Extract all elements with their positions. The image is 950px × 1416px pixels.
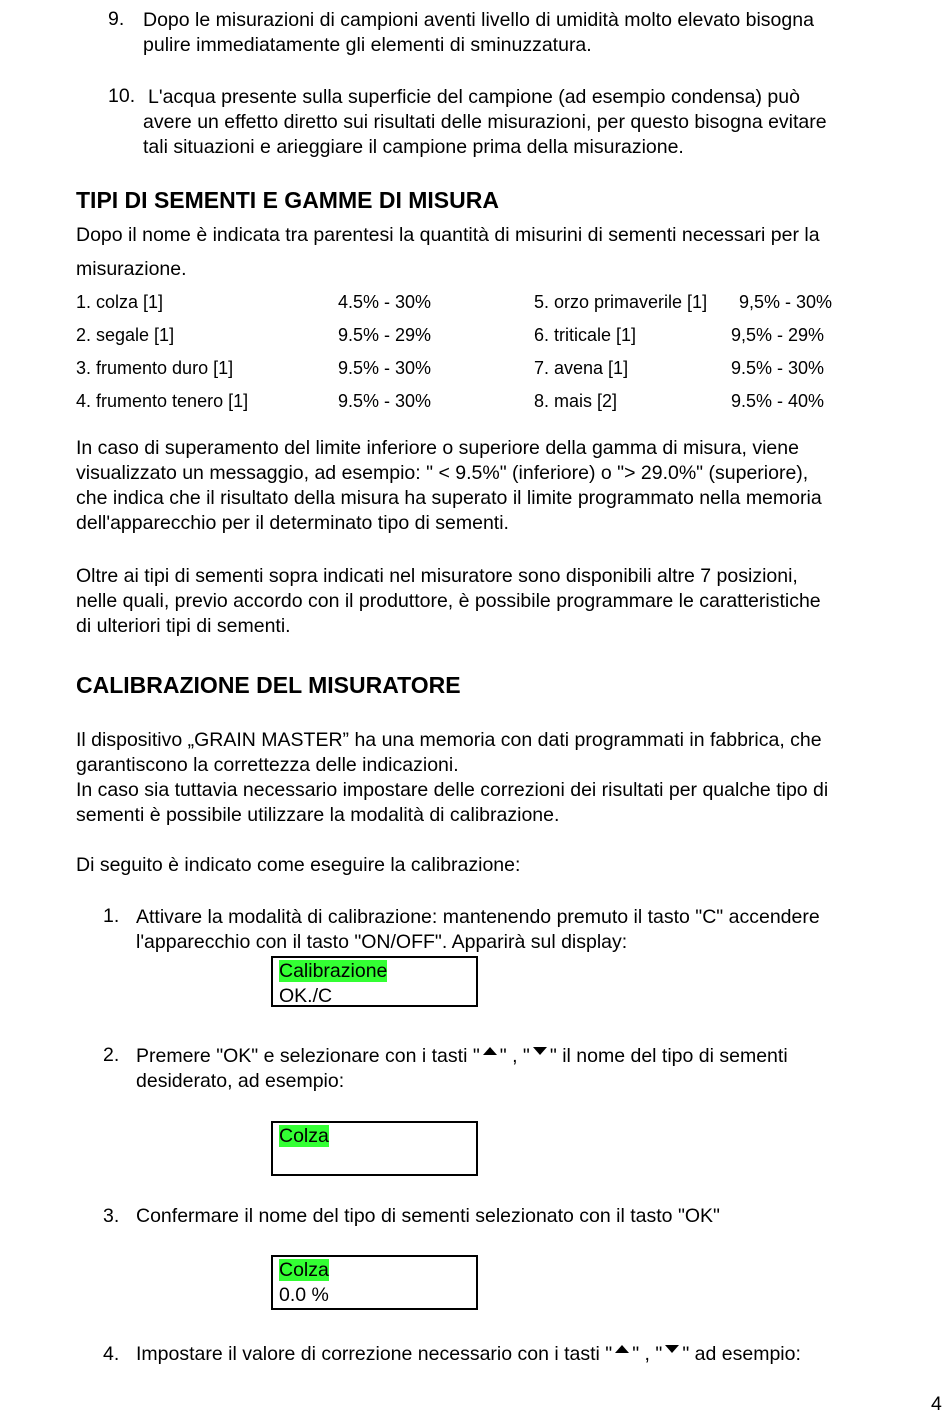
list-item-10-number: 10. bbox=[108, 85, 136, 107]
paragraph-line: visualizzato un messaggio, ad esempio: " < 9.5%" (inferiore) o "> 29.0%" (superiore), bbox=[76, 462, 809, 484]
display-correction bbox=[271, 1255, 478, 1310]
paragraph-line: che indica che il risultato della misura ha superato il limite programmato nella memoria bbox=[76, 487, 822, 509]
step-1-text bbox=[136, 905, 820, 955]
seed-range: 4.5% - 30% bbox=[338, 292, 432, 312]
step-2-text bbox=[136, 1044, 788, 1094]
page-number: 4 bbox=[931, 1393, 942, 1415]
step-text: " ad esempio: bbox=[682, 1343, 801, 1365]
seed-range: 9,5% - 30% bbox=[739, 292, 833, 312]
display-seed-select bbox=[271, 1121, 478, 1176]
step-1-number: 1. bbox=[103, 905, 120, 927]
section-heading-seed-types: TIPI DI SEMENTI E GAMME DI MISURA bbox=[76, 187, 499, 213]
intro-text: Dopo il nome è indicata tra parentesi la quantità di misurini di sementi necessari per la bbox=[76, 224, 820, 246]
seed-range: 9.5% - 30% bbox=[338, 358, 432, 378]
step-line: Attivare la modalità di calibrazione: mantenendo premuto il tasto "C" accendere bbox=[136, 906, 820, 928]
step-3-number: 3. bbox=[103, 1205, 120, 1227]
step-text: " , " bbox=[499, 1045, 530, 1067]
step-4-text bbox=[136, 1343, 801, 1366]
paragraph-calibration-intro bbox=[76, 728, 828, 828]
paragraph-line: di ulteriori tipi di sementi. bbox=[76, 615, 291, 637]
seed-name: 1. colza [1] bbox=[76, 292, 164, 312]
display-line-2: 0.0 % bbox=[279, 1284, 329, 1306]
seed-range: 9.5% - 29% bbox=[338, 325, 432, 345]
display-line-1: Calibrazione bbox=[279, 960, 388, 982]
list-item-10-text bbox=[143, 85, 827, 160]
paragraph-line: Il dispositivo „GRAIN MASTER” ha una memoria con dati programmati in fabbrica, che bbox=[76, 729, 822, 751]
step-line: desiderato, ad esempio: bbox=[136, 1070, 345, 1092]
paragraph-line: garantiscono la correttezza delle indicazioni. bbox=[76, 754, 459, 776]
seed-name: 4. frumento tenero [1] bbox=[76, 391, 249, 411]
paragraph-range-limits bbox=[76, 436, 822, 536]
display-line-2: OK./C bbox=[279, 985, 333, 1007]
list-item-10-line: tali situazioni e arieggiare il campione prima della misurazione. bbox=[143, 136, 684, 158]
section-heading-calibration: CALIBRAZIONE DEL MISURATORE bbox=[76, 672, 461, 698]
paragraph-line: In caso sia tuttavia necessario impostare delle correzioni dei risultati per qualche tipo di bbox=[76, 779, 829, 801]
seed-name: 3. frumento duro [1] bbox=[76, 358, 234, 378]
step-text: Impostare il valore di correzione necessario con i tasti " bbox=[136, 1343, 613, 1365]
list-item-9-line: pulire immediatamente gli elementi di sminuzzatura. bbox=[143, 34, 592, 56]
list-item-9-number: 9. bbox=[108, 8, 125, 30]
display-line-1: Colza bbox=[279, 1259, 329, 1281]
paragraph-line: Oltre ai tipi di sementi sopra indicati nel misuratore sono disponibili altre 7 posizioni, bbox=[76, 565, 798, 587]
seed-range: 9.5% - 40% bbox=[731, 391, 825, 411]
paragraph-line: sementi è possibile utilizzare la modalità di calibrazione. bbox=[76, 804, 560, 826]
triangle-up-icon bbox=[483, 1047, 497, 1055]
step-text: " , " bbox=[632, 1343, 663, 1365]
triangle-up-icon bbox=[615, 1345, 629, 1353]
step-2-number: 2. bbox=[103, 1044, 120, 1066]
list-item-10-line: avere un effetto diretto sui risultati delle misurazioni, per questo bisogna evitare bbox=[143, 111, 827, 133]
list-item-9-text bbox=[143, 8, 814, 58]
step-text: Premere "OK" e selezionare con i tasti " bbox=[136, 1045, 480, 1067]
paragraph-how-to: Di seguito è indicato come eseguire la calibrazione: bbox=[76, 854, 521, 876]
paragraph-line: In caso di superamento del limite inferiore o superiore della gamma di misura, viene bbox=[76, 437, 799, 459]
seed-range: 9.5% - 30% bbox=[338, 391, 432, 411]
step-text: " il nome del tipo di sementi bbox=[549, 1045, 788, 1067]
triangle-down-icon bbox=[533, 1047, 547, 1055]
step-line: l'apparecchio con il tasto "ON/OFF". Apparirà sul display: bbox=[136, 931, 628, 953]
seed-name: 8. mais [2] bbox=[534, 391, 618, 411]
step-4-number: 4. bbox=[103, 1343, 120, 1365]
paragraph-line: nelle quali, previo accordo con il produttore, è possibile programmare le caratteristiche bbox=[76, 590, 821, 612]
display-line-1: Colza bbox=[279, 1125, 329, 1147]
list-item-9-line: Dopo le misurazioni di campioni aventi livello di umidità molto elevato bisogna bbox=[143, 9, 814, 31]
seed-name: 5. orzo primaverile [1] bbox=[534, 292, 708, 312]
intro-text: misurazione. bbox=[76, 258, 187, 280]
display-calibration bbox=[271, 956, 478, 1007]
paragraph-line: dell'apparecchio per il determinato tipo di sementi. bbox=[76, 512, 509, 534]
list-item-10-line: L'acqua presente sulla superficie del campione (ad esempio condensa) può bbox=[148, 86, 800, 108]
step-3-text: Confermare il nome del tipo di sementi selezionato con il tasto "OK" bbox=[136, 1205, 720, 1227]
triangle-down-icon bbox=[665, 1345, 679, 1353]
seed-name: 2. segale [1] bbox=[76, 325, 175, 345]
seed-name: 7. avena [1] bbox=[534, 358, 629, 378]
seed-name: 6. triticale [1] bbox=[534, 325, 637, 345]
paragraph-extra-positions bbox=[76, 564, 821, 639]
seed-range: 9,5% - 29% bbox=[731, 325, 825, 345]
seed-range: 9.5% - 30% bbox=[731, 358, 825, 378]
